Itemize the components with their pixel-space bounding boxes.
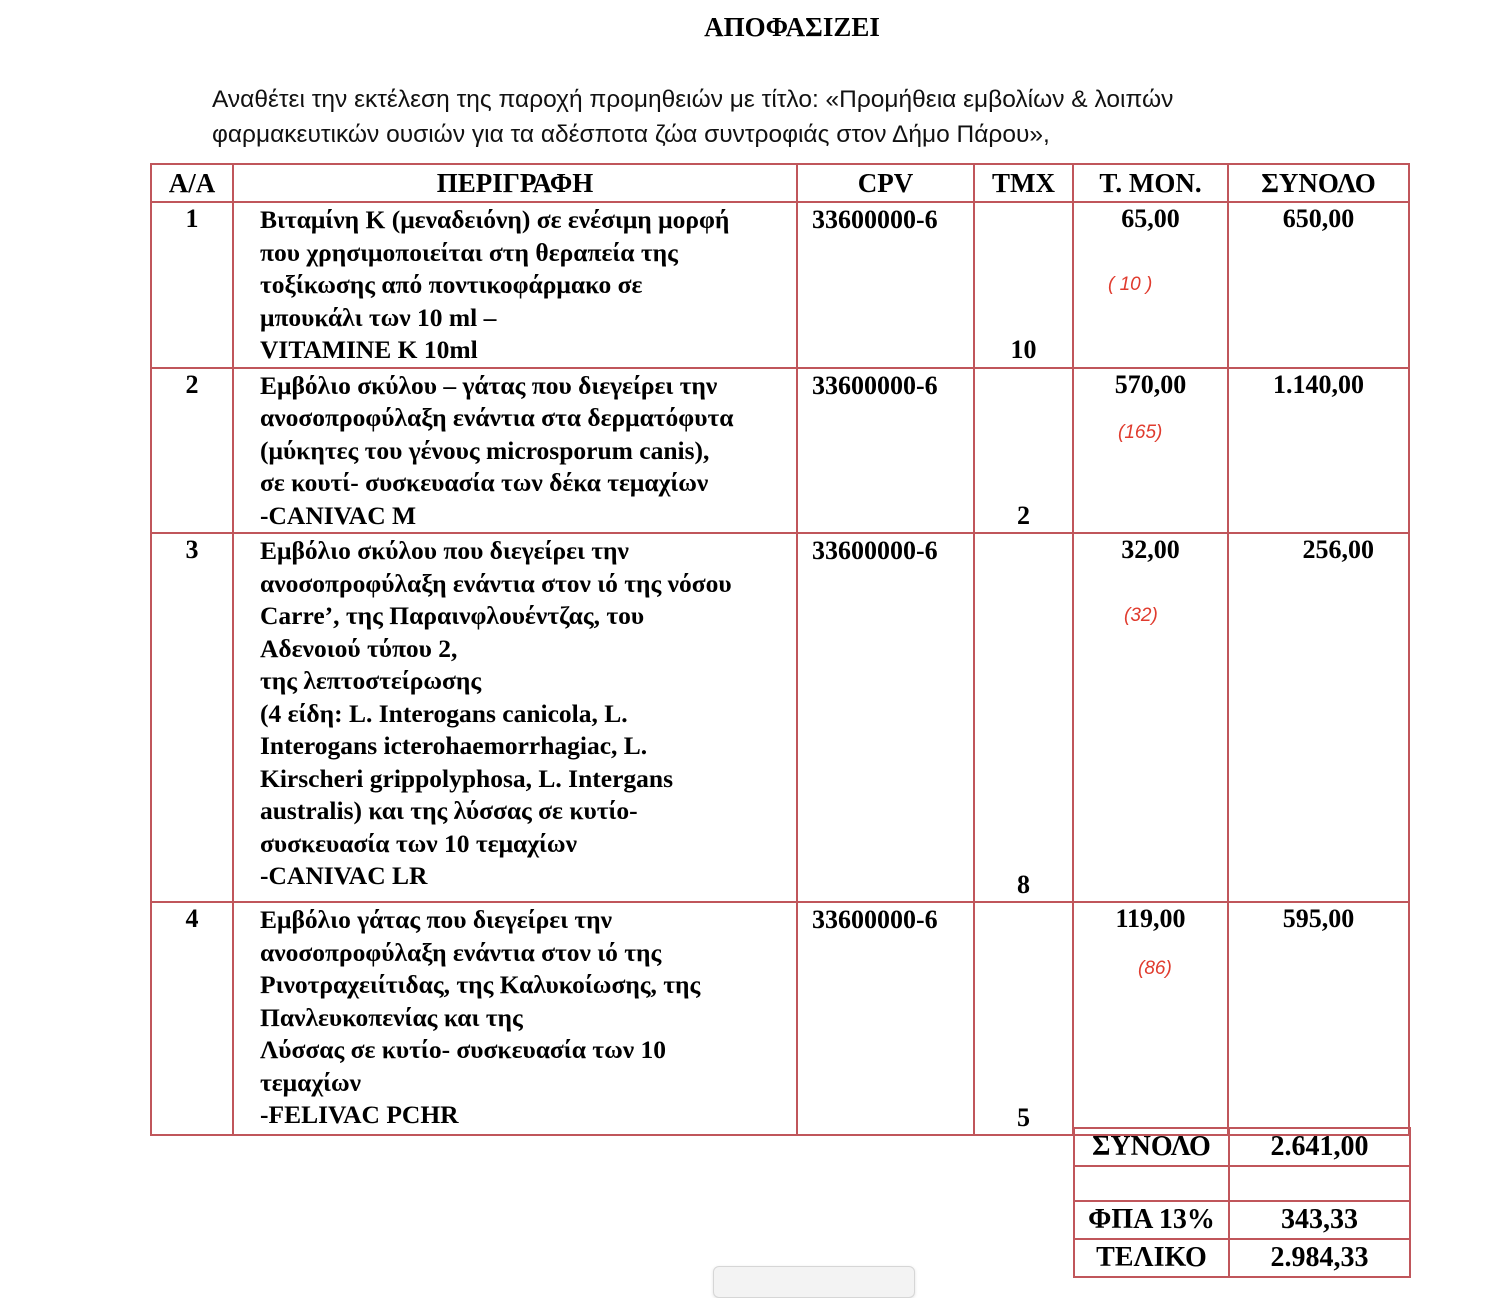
subtotal-row [1074,1128,1410,1166]
final-row [1074,1239,1410,1277]
row-description [233,533,797,902]
description-line: Kirscheri grippolyphosa, L. Intergans [260,763,673,793]
description-line: ανοσοπροφύλαξη ενάντια στα δερματόφυτα [260,403,734,432]
description-line: ανοσοπροφύλαξη ενάντια στον ιό της [260,937,662,967]
empty-cell [1229,1166,1410,1201]
row-total: 650,00 [1228,202,1409,368]
description-line: ανοσοπροφύλαξη ενάντια στον ιό της νόσου [260,568,732,598]
row-description [233,902,797,1135]
row-cpv: 33600000-6 [797,902,974,1135]
row-unit-price [1073,202,1228,368]
description-line: Πανλευκοπενίας και της [260,1002,523,1032]
row-quantity: 8 [974,533,1073,902]
description-line: που χρησιμοποιείται στη θεραπεία της [260,237,678,267]
description-line: Εμβόλιο σκύλου που διεγείρει την [260,536,629,565]
header-description: ΠΕΡΙΓΡΑΦΗ [233,164,797,202]
empty-row [1074,1166,1410,1201]
description-line: Εμβόλιο σκύλου – γάτας που διεγείρει την [260,370,718,400]
vat-value: 343,33 [1229,1201,1410,1239]
unit-price-value: 119,00 [1115,904,1186,933]
vat-label: ΦΠΑ 13% [1074,1201,1229,1239]
description-line: -CANIVAC M [260,500,417,530]
description-line: τοξίκωσης από ποντικοφάρμακο σε [260,270,643,299]
subtotal-value: 2.641,00 [1229,1128,1410,1166]
description-line: Αδενοιού τύπου 2, [260,633,458,663]
row-unit-price [1073,902,1228,1135]
description-line: (μύκητες του γένους microsporum canis), [260,435,710,465]
row-cpv: 33600000-6 [797,368,974,534]
handwritten-annotation: (32) [1124,605,1158,626]
table-row [151,202,1409,368]
handwritten-annotation: ( 10 ) [1108,274,1153,295]
table-row [151,902,1409,1135]
header-total: ΣΥΝΟΛΟ [1228,164,1409,202]
final-value: 2.984,33 [1229,1239,1410,1277]
description-line: Λύσσας σε κυτίο- συσκευασία των 10 [260,1035,666,1064]
row-cpv: 33600000-6 [797,533,974,902]
description-line: μπουκάλι των 10 ml – [260,302,497,332]
description-line: australis) και της λύσσας σε κυτίο- [260,796,638,825]
description-line: Εμβόλιο γάτας που διεγείρει την [260,905,613,934]
description-line: Interogans icterohaemorrhagiac, L. [260,731,648,760]
header-cpv: CPV [797,164,974,202]
row-quantity: 5 [974,902,1073,1135]
header-quantity: ΤΜΧ [974,164,1073,202]
final-label: ΤΕΛΙΚΟ [1074,1239,1229,1277]
items-table [150,163,1410,1136]
row-unit-price [1073,533,1228,902]
row-quantity: 10 [974,202,1073,368]
table-header-row [151,164,1409,202]
row-number: 1 [151,202,233,368]
description-line: τεμαχίων [260,1067,362,1097]
row-number: 4 [151,902,233,1135]
row-unit-price [1073,368,1228,534]
row-cpv: 33600000-6 [797,202,974,368]
unit-price-value: 32,00 [1121,535,1180,564]
row-description [233,368,797,534]
row-number: 2 [151,368,233,534]
description-line: (4 είδη: L. Interogans canicola, L. [260,698,628,728]
handwritten-annotation: (86) [1138,958,1172,979]
intro-line: φαρμακευτικών ουσιών για τα αδέσποτα ζώα συντροφιάς στον Δήμο Πάρου», [212,121,1050,148]
totals-table [1073,1127,1411,1278]
handwritten-annotation: (165) [1118,421,1163,443]
description-line: Ρινοτραχειίτιδας, της Καλυκοίωσης, της [260,970,701,999]
description-line: της λεπτοστείρωσης [260,666,482,695]
header-aa: Α/Α [151,164,233,202]
description-line: VITAMINE K 10ml [260,335,478,364]
table-row [151,368,1409,534]
description-line: συσκευασία των 10 τεμαχίων [260,828,577,858]
description-line: -FELIVAC PCHR [260,1100,459,1129]
document-title: ΑΠΟΦΑΣΙΖΕΙ [704,12,880,42]
row-total: 1.140,00 [1228,368,1409,534]
row-total: 595,00 [1228,902,1409,1135]
row-number: 3 [151,533,233,902]
description-line: σε κουτί- συσκευασία των δέκα τεμαχίων [260,468,709,497]
intro-paragraph [212,82,1392,152]
empty-cell [1074,1166,1229,1201]
table-row [151,533,1409,902]
description-line: Carre’, της Παραινφλουέντζας, του [260,601,645,630]
description-line: Βιταμίνη Κ (μεναδειόνη) σε ενέσιμη μορφή [260,205,730,234]
floating-popup[interactable] [713,1266,915,1298]
vat-row [1074,1201,1410,1239]
unit-price-value: 65,00 [1121,204,1180,233]
description-line: -CANIVAC LR [260,861,428,890]
intro-line: Αναθέτει την εκτέλεση της παροχή προμηθειών με τίτλο: «Προμήθεια εμβολίων & λοιπών [212,86,1174,113]
unit-price-value: 570,00 [1114,369,1187,399]
row-total: 256,00 [1228,533,1409,902]
row-description [233,202,797,368]
header-unit-price: Τ. ΜΟΝ. [1073,164,1228,202]
subtotal-label: ΣΥΝΟΛΟ [1074,1128,1229,1166]
row-quantity: 2 [974,368,1073,534]
